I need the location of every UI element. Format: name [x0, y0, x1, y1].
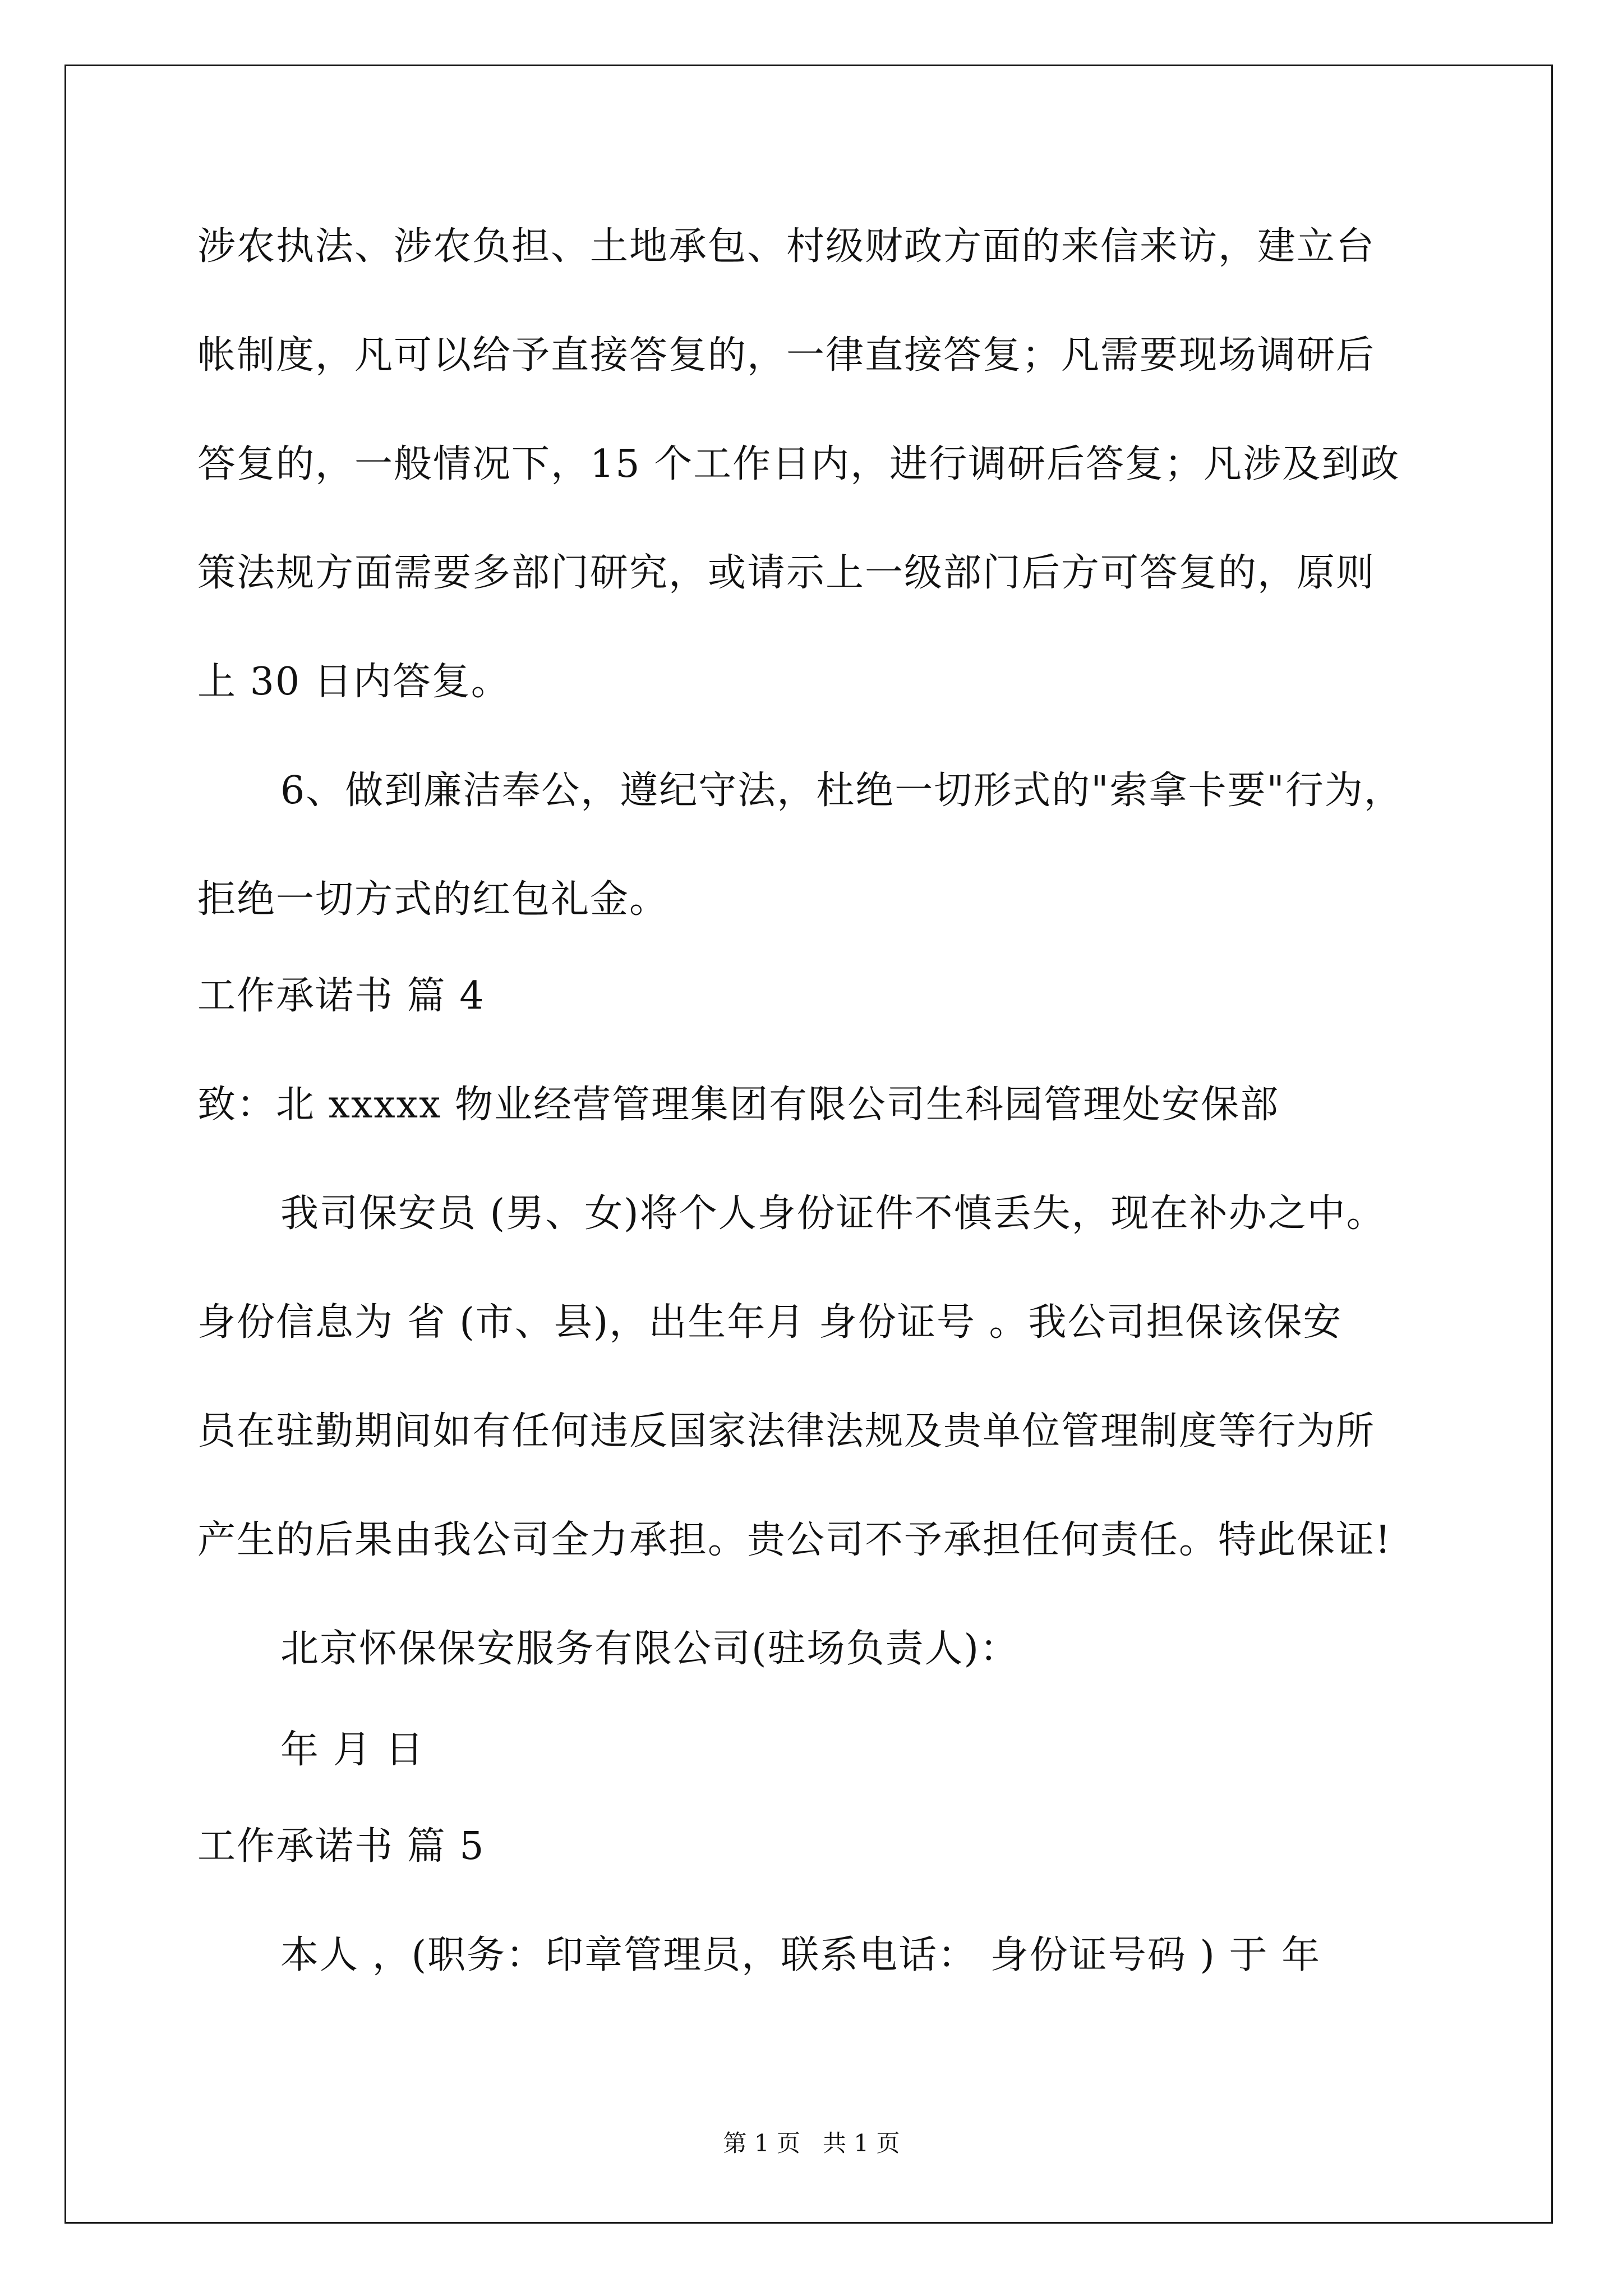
body-line: 拒绝一切方式的红包礼金。: [197, 877, 669, 922]
section-heading: 工作承诺书 篇 5: [197, 1824, 485, 1869]
addressee-line: 致：北 xxxxx 物业经营管理集团有限公司生科园管理处安保部: [197, 1083, 1279, 1127]
body-line: 答复的，一般情况下，15 个工作日内，进行调研后答复；凡涉及到政: [197, 442, 1400, 486]
signature-line: 北京怀保保安服务有限公司(驻场负责人)：: [280, 1627, 1020, 1671]
body-line: 6、做到廉洁奉公，遵纪守法，杜绝一切形式的"索拿卡要"行为，: [280, 769, 1403, 813]
body-line: 员在驻勤期间如有任何违反国家法律法规及贵单位管理制度等行为所: [197, 1409, 1376, 1453]
body-line: 我司保安员 (男、女)将个人身份证件不慎丢失，现在补办之中。: [280, 1191, 1386, 1236]
body-line: 策法规方面需要多部门研究，或请示上一级部门后方可答复的，原则: [197, 551, 1376, 595]
body-line: 上 30 日内答复。: [197, 660, 510, 704]
body-line: 身份信息为 省 (市、县)，出生年月 身份证号 。我公司担保该保安: [197, 1300, 1343, 1345]
date-line: 年 月 日: [280, 1728, 425, 1772]
page-border: [64, 65, 1553, 2224]
body-line: 本人 ，(职务：印章管理员，联系电话： 身份证号码 ) 于 年: [280, 1933, 1321, 1977]
body-line: 帐制度，凡可以给予直接答复的，一律直接答复；凡需要现场调研后: [197, 333, 1376, 378]
section-heading: 工作承诺书 篇 4: [197, 974, 485, 1018]
body-line: 涉农执法、涉农负担、土地承包、村级财政方面的来信来访，建立台: [197, 224, 1376, 269]
page-number: 第 1 页 共 1 页: [723, 2129, 900, 2157]
body-line: 产生的后果由我公司全力承担。贵公司不予承担任何责任。特此保证!: [197, 1518, 1392, 1562]
